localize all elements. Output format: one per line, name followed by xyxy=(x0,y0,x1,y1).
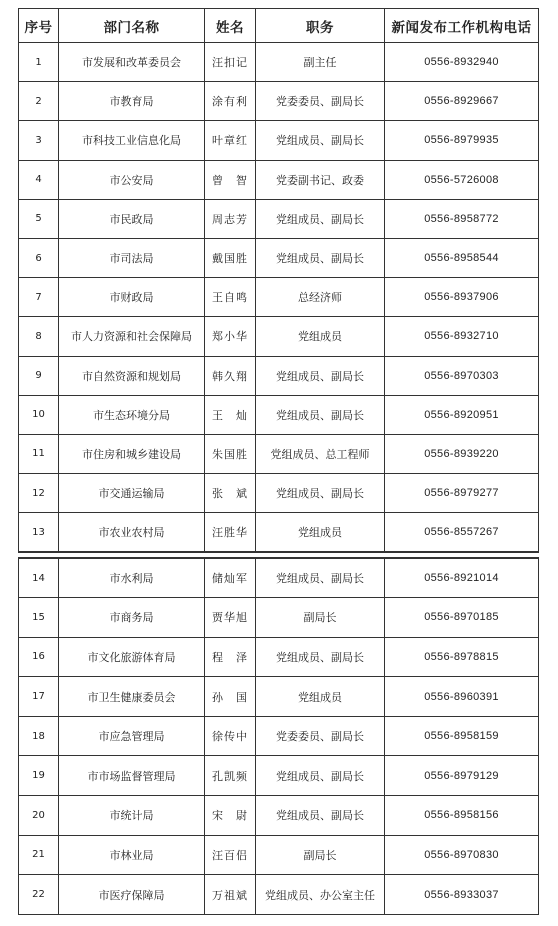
person-name: 程 泽 xyxy=(205,637,256,677)
department-name: 市司法局 xyxy=(59,238,205,277)
department-name: 市卫生健康委员会 xyxy=(59,677,205,717)
row-index: 21 xyxy=(19,835,59,875)
table-row xyxy=(19,238,539,277)
department-name: 市住房和城乡建设局 xyxy=(59,434,205,473)
row-index: 8 xyxy=(19,317,59,356)
phone-number: 0556-8979129 xyxy=(385,756,539,796)
position-title: 党组成员、总工程师 xyxy=(256,434,385,473)
position-title: 副主任 xyxy=(256,43,385,82)
position-title: 党委委员、副局长 xyxy=(256,82,385,121)
department-name: 市发展和改革委员会 xyxy=(59,43,205,82)
person-name: 郑小华 xyxy=(205,317,256,356)
person-name: 汪百侣 xyxy=(205,835,256,875)
phone-number: 0556-8960391 xyxy=(385,677,539,717)
table-row xyxy=(19,716,539,756)
row-index: 10 xyxy=(19,395,59,434)
table-row xyxy=(19,317,539,356)
person-name: 汪胜华 xyxy=(205,513,256,552)
row-index: 20 xyxy=(19,796,59,836)
table-row xyxy=(19,434,539,473)
department-name: 市自然资源和规划局 xyxy=(59,356,205,395)
position-title: 党组成员、副局长 xyxy=(256,474,385,513)
phone-number: 0556-8920951 xyxy=(385,395,539,434)
phone-number: 0556-8958156 xyxy=(385,796,539,836)
phone-number: 0556-8958772 xyxy=(385,199,539,238)
position-title: 党组成员 xyxy=(256,317,385,356)
department-name: 市市场监督管理局 xyxy=(59,756,205,796)
header-phone: 新闻发布工作机构电话 xyxy=(385,9,539,43)
department-name: 市教育局 xyxy=(59,82,205,121)
row-index: 11 xyxy=(19,434,59,473)
phone-number: 0556-8970303 xyxy=(385,356,539,395)
position-title: 党组成员、副局长 xyxy=(256,121,385,160)
phone-number: 0556-8929667 xyxy=(385,82,539,121)
phone-number: 0556-8978815 xyxy=(385,637,539,677)
person-name: 万祖斌 xyxy=(205,875,256,915)
person-name: 戴国胜 xyxy=(205,238,256,277)
person-name: 朱国胜 xyxy=(205,434,256,473)
contact-table-part2 xyxy=(18,557,539,915)
department-name: 市生态环境分局 xyxy=(59,395,205,434)
position-title: 党组成员、副局长 xyxy=(256,199,385,238)
position-title: 党委委员、副局长 xyxy=(256,716,385,756)
header-name: 姓名 xyxy=(205,9,256,43)
department-name: 市文化旅游体育局 xyxy=(59,637,205,677)
position-title: 党组成员、副局长 xyxy=(256,238,385,277)
row-index: 13 xyxy=(19,513,59,552)
table-row xyxy=(19,82,539,121)
row-index: 7 xyxy=(19,278,59,317)
table-row xyxy=(19,796,539,836)
department-name: 市统计局 xyxy=(59,796,205,836)
position-title: 党组成员、副局长 xyxy=(256,637,385,677)
table-row xyxy=(19,395,539,434)
department-name: 市公安局 xyxy=(59,160,205,199)
person-name: 宋 尉 xyxy=(205,796,256,836)
table-row xyxy=(19,278,539,317)
person-name: 孔凯频 xyxy=(205,756,256,796)
row-index: 18 xyxy=(19,716,59,756)
person-name: 叶章红 xyxy=(205,121,256,160)
phone-number: 0556-8557267 xyxy=(385,513,539,552)
position-title: 党组成员、副局长 xyxy=(256,558,385,598)
table-row xyxy=(19,637,539,677)
phone-number: 0556-8932710 xyxy=(385,317,539,356)
row-index: 16 xyxy=(19,637,59,677)
person-name: 涂有利 xyxy=(205,82,256,121)
table-row xyxy=(19,474,539,513)
table-row xyxy=(19,121,539,160)
position-title: 党组成员、办公室主任 xyxy=(256,875,385,915)
position-title: 副局长 xyxy=(256,598,385,638)
department-name: 市农业农村局 xyxy=(59,513,205,552)
department-name: 市交通运输局 xyxy=(59,474,205,513)
table-row xyxy=(19,558,539,598)
position-title: 党组成员、副局长 xyxy=(256,796,385,836)
row-index: 15 xyxy=(19,598,59,638)
department-name: 市医疗保障局 xyxy=(59,875,205,915)
person-name: 徐传中 xyxy=(205,716,256,756)
department-name: 市应急管理局 xyxy=(59,716,205,756)
person-name: 韩久翔 xyxy=(205,356,256,395)
table-row xyxy=(19,160,539,199)
position-title: 党组成员 xyxy=(256,513,385,552)
person-name: 王 灿 xyxy=(205,395,256,434)
table-row xyxy=(19,677,539,717)
department-name: 市人力资源和社会保障局 xyxy=(59,317,205,356)
department-name: 市林业局 xyxy=(59,835,205,875)
table-row xyxy=(19,199,539,238)
department-name: 市商务局 xyxy=(59,598,205,638)
row-index: 14 xyxy=(19,558,59,598)
phone-number: 0556-8958544 xyxy=(385,238,539,277)
row-index: 3 xyxy=(19,121,59,160)
row-index: 17 xyxy=(19,677,59,717)
person-name: 周志芳 xyxy=(205,199,256,238)
person-name: 王自鸣 xyxy=(205,278,256,317)
department-name: 市财政局 xyxy=(59,278,205,317)
phone-number: 0556-8970185 xyxy=(385,598,539,638)
person-name: 曾 智 xyxy=(205,160,256,199)
phone-number: 0556-8937906 xyxy=(385,278,539,317)
position-title: 党委副书记、政委 xyxy=(256,160,385,199)
row-index: 9 xyxy=(19,356,59,395)
row-index: 1 xyxy=(19,43,59,82)
position-title: 党组成员、副局长 xyxy=(256,756,385,796)
row-index: 5 xyxy=(19,199,59,238)
row-index: 4 xyxy=(19,160,59,199)
phone-number: 0556-8921014 xyxy=(385,558,539,598)
person-name: 汪扣记 xyxy=(205,43,256,82)
phone-number: 0556-8933037 xyxy=(385,875,539,915)
person-name: 储灿军 xyxy=(205,558,256,598)
person-name: 贾华旭 xyxy=(205,598,256,638)
table-body-part1 xyxy=(19,43,539,552)
table-row xyxy=(19,356,539,395)
phone-number: 0556-8958159 xyxy=(385,716,539,756)
row-index: 6 xyxy=(19,238,59,277)
table-row xyxy=(19,756,539,796)
table-row xyxy=(19,875,539,915)
table-row xyxy=(19,835,539,875)
table-body-part2 xyxy=(19,558,539,914)
department-name: 市民政局 xyxy=(59,199,205,238)
position-title: 总经济师 xyxy=(256,278,385,317)
phone-number: 0556-5726008 xyxy=(385,160,539,199)
header-position: 职务 xyxy=(256,9,385,43)
table-row xyxy=(19,43,539,82)
row-index: 19 xyxy=(19,756,59,796)
row-index: 2 xyxy=(19,82,59,121)
table-row xyxy=(19,513,539,552)
phone-number: 0556-8979277 xyxy=(385,474,539,513)
phone-number: 0556-8979935 xyxy=(385,121,539,160)
position-title: 党组成员、副局长 xyxy=(256,395,385,434)
header-department: 部门名称 xyxy=(59,9,205,43)
phone-number: 0556-8932940 xyxy=(385,43,539,82)
row-index: 22 xyxy=(19,875,59,915)
phone-number: 0556-8939220 xyxy=(385,434,539,473)
position-title: 副局长 xyxy=(256,835,385,875)
row-index: 12 xyxy=(19,474,59,513)
contact-table-part1 xyxy=(18,8,539,553)
position-title: 党组成员、副局长 xyxy=(256,356,385,395)
department-name: 市科技工业信息化局 xyxy=(59,121,205,160)
phone-number: 0556-8970830 xyxy=(385,835,539,875)
header-index: 序号 xyxy=(19,9,59,43)
table-header-row xyxy=(19,9,539,43)
department-name: 市水利局 xyxy=(59,558,205,598)
position-title: 党组成员 xyxy=(256,677,385,717)
table-row xyxy=(19,598,539,638)
person-name: 孙 国 xyxy=(205,677,256,717)
person-name: 张 斌 xyxy=(205,474,256,513)
